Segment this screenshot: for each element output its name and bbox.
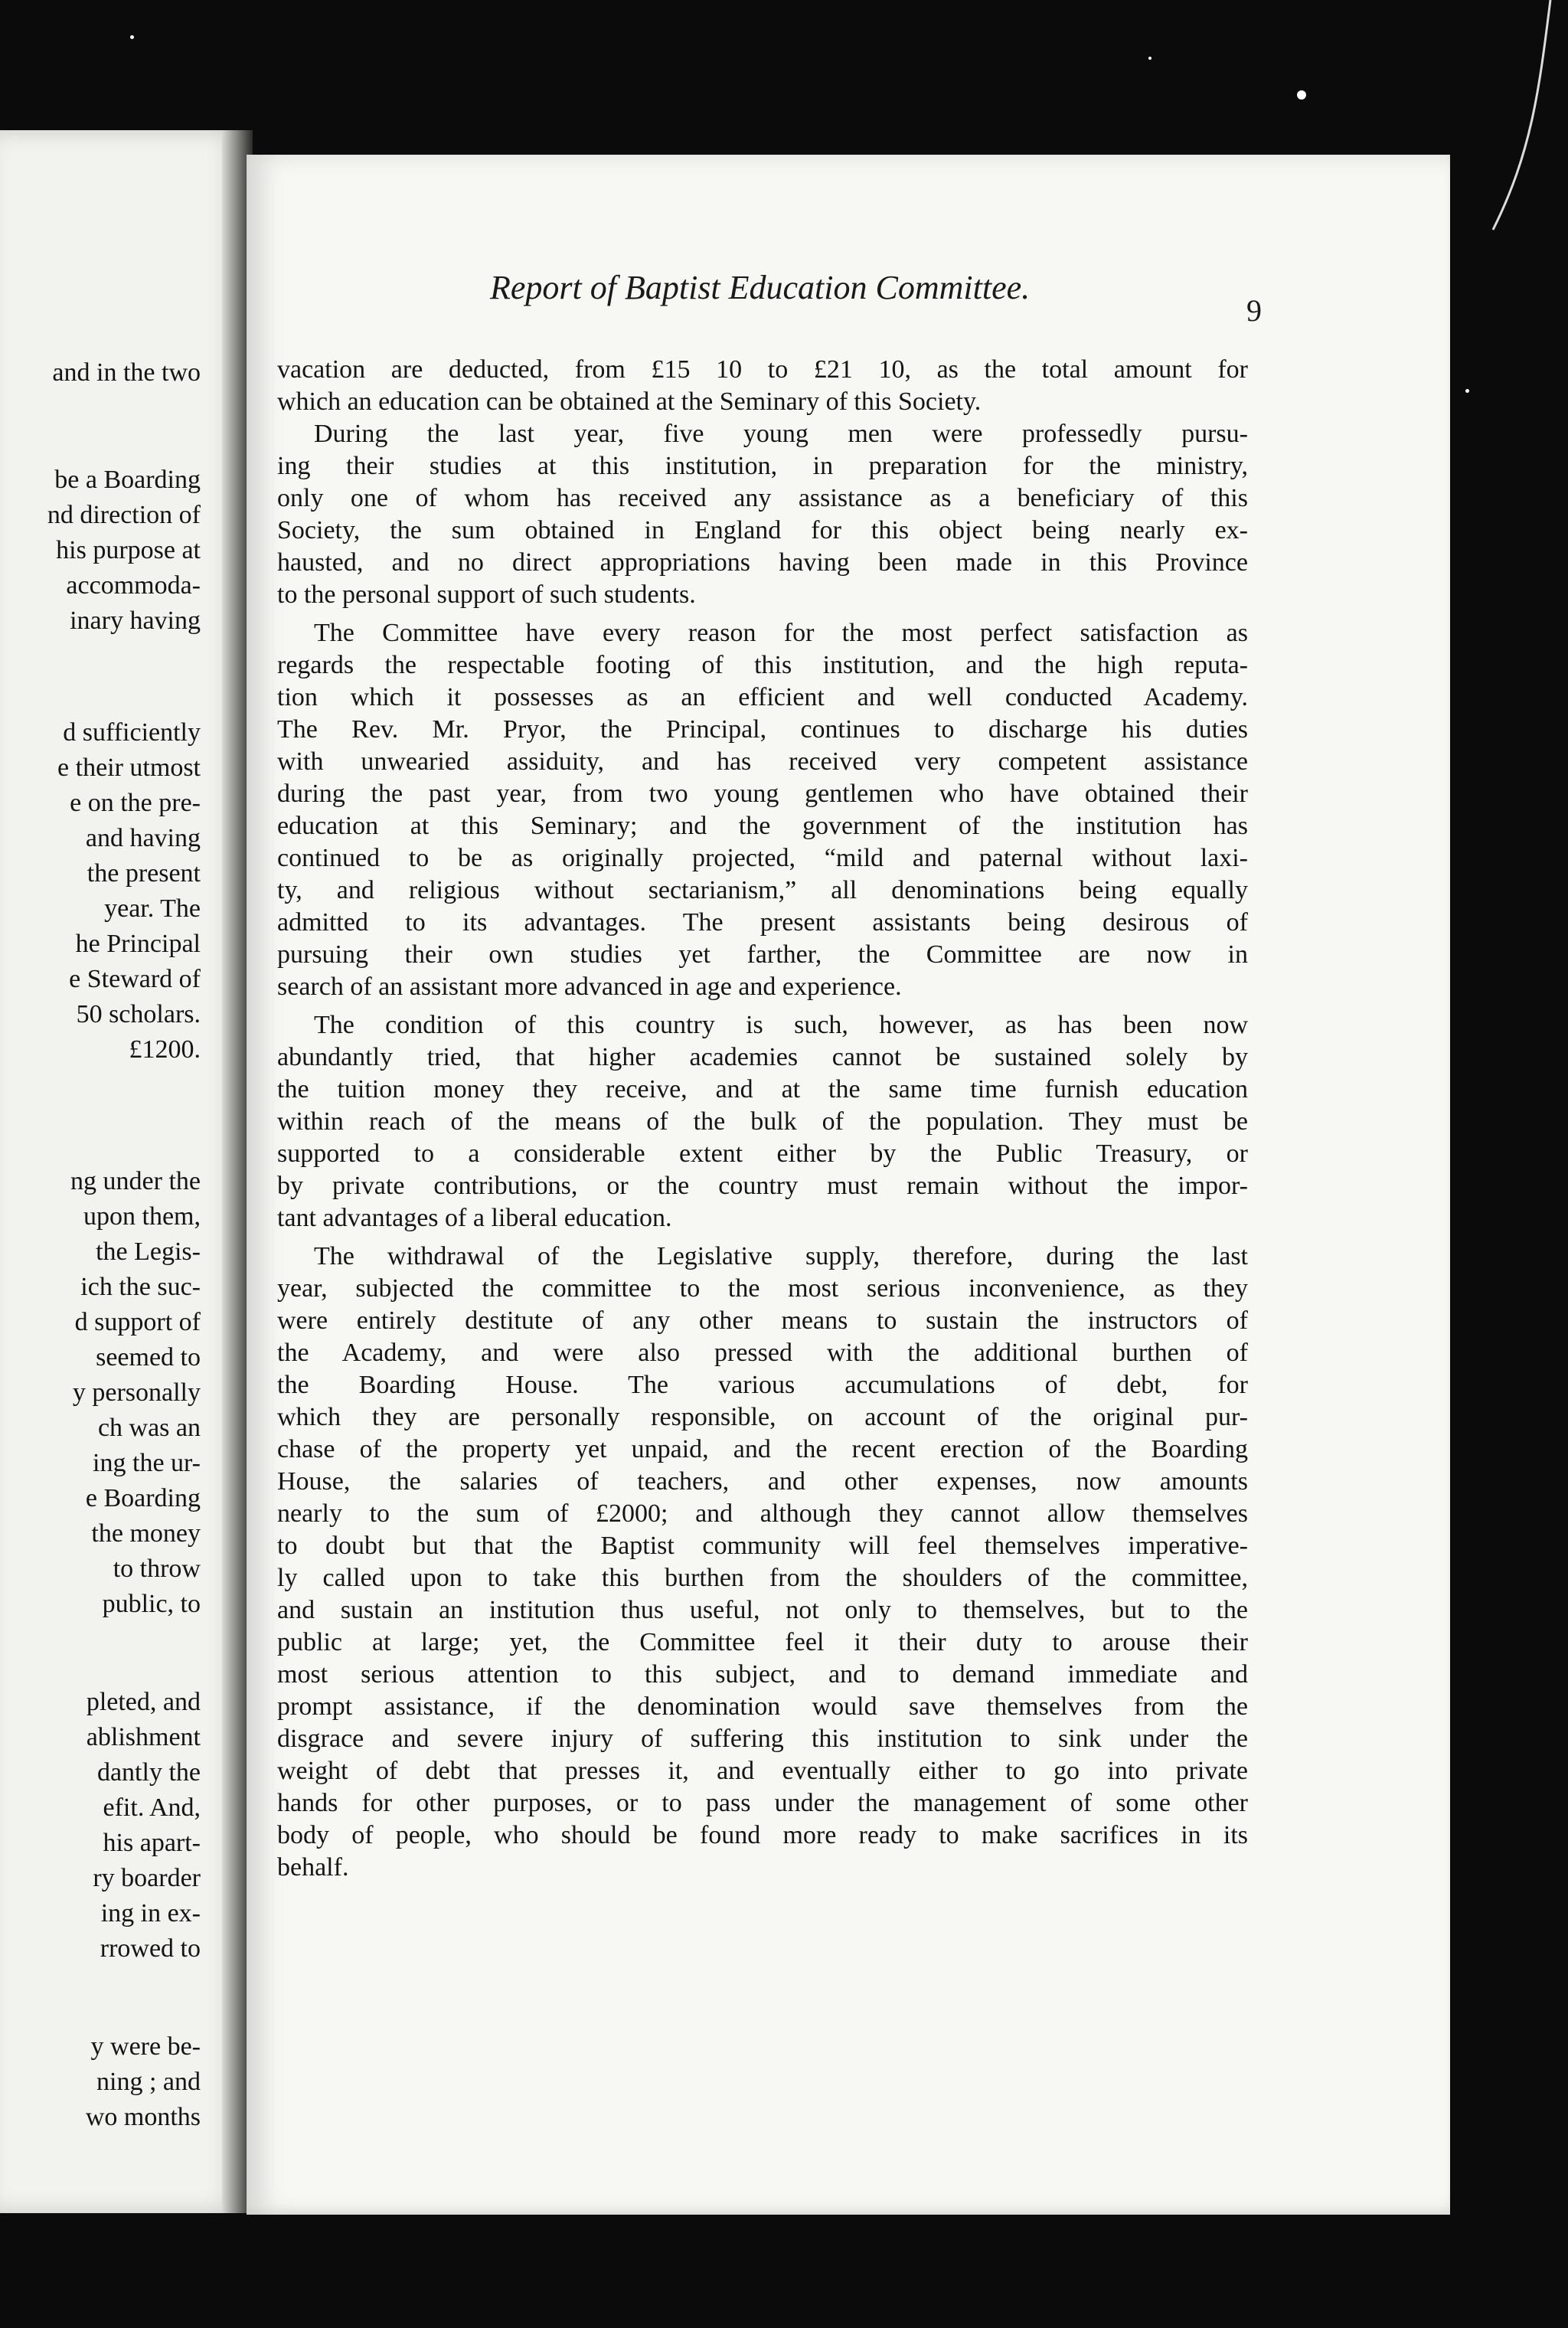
body-text-line: hands for other purposes, or to pass under the management of some other (277, 1789, 1248, 1817)
body-text-line: and sustain an institution thus useful, not only to themselves, but to the (277, 1596, 1248, 1624)
body-text-line: most serious attention to this subject, and to demand immediate and (277, 1660, 1248, 1689)
left-page-line: accommoda- (66, 571, 201, 600)
body-text-line: continued to be as originally projected, “mild and paternal without laxi- (277, 844, 1248, 872)
body-text-line: year, subjected the committee to the most serious inconvenience, as they (277, 1274, 1248, 1303)
left-page-line: ich the suc- (80, 1273, 201, 1301)
body-text-line: regards the respectable footing of this institution, and the high reputa- (277, 651, 1248, 679)
left-page-line: year. The (104, 894, 201, 923)
body-text-line: The Committee have every reason for the most perfect satisfaction as (314, 619, 1248, 647)
running-head: Report of Baptist Education Committee. (490, 269, 1031, 306)
left-page-line: the Legis- (96, 1238, 201, 1266)
left-page-line: wo months (85, 2103, 201, 2131)
body-text-line: education at this Seminary; and the government of the institution has (277, 812, 1248, 840)
body-text-line: disgrace and severe injury of suffering this institution to sink under the (277, 1725, 1248, 1753)
body-text-line: chase of the property yet unpaid, and the recent erection of the Boarding (277, 1435, 1248, 1463)
left-page-line: d sufficiently (63, 718, 201, 747)
left-page-line: the present (87, 859, 201, 888)
body-text-line: within reach of the means of the bulk of the population. They must be (277, 1107, 1248, 1136)
body-text-line: ly called upon to take this burthen from the shoulders of the committee, (277, 1564, 1248, 1592)
left-page-line: nd direction of (47, 501, 201, 529)
body-text-line: by private contributions, or the country must remain without the impor- (277, 1172, 1248, 1200)
body-text-line: pursuing their own studies yet farther, the Committee are now in (277, 940, 1248, 969)
body-text-line: ing their studies at this institution, in preparation for the ministry, (277, 452, 1248, 480)
body-text-line: the tuition money they receive, and at the same time furnish education (277, 1075, 1248, 1104)
left-page-line: d support of (74, 1308, 201, 1336)
left-page-line: efit. And, (103, 1793, 201, 1822)
body-text-line: the Academy, and were also pressed with the additional burthen of (277, 1339, 1248, 1367)
left-page-line: and having (85, 824, 201, 852)
body-text-line: body of people, who should be found more ready to make sacrifices in its (277, 1821, 1248, 1849)
body-text-line: admitted to its advantages. The present assistants being desirous of (277, 908, 1248, 937)
scan-speck (130, 35, 134, 39)
left-page-line: £1200. (129, 1035, 201, 1064)
body-text-line: were entirely destitute of any other means to sustain the instructors of (277, 1306, 1248, 1335)
left-page-line: ning ; and (96, 2068, 201, 2096)
body-text-line: to doubt but that the Baptist community will feel themselves imperative- (277, 1532, 1248, 1560)
body-text-line: the Boarding House. The various accumulations of debt, for (277, 1371, 1248, 1399)
body-text-line: House, the salaries of teachers, and other expenses, now amounts (277, 1467, 1248, 1496)
left-page-line: ng under the (70, 1167, 201, 1195)
body-text-line: The condition of this country is such, however, as has been now (314, 1011, 1248, 1039)
scan-speck (1148, 57, 1152, 60)
left-page-line: e on the pre- (70, 789, 201, 817)
left-page-line: he Principal (75, 930, 201, 958)
left-page-line: his purpose at (56, 536, 201, 564)
left-page-line: y personally (72, 1378, 201, 1407)
body-text-line: The Rev. Mr. Pryor, the Principal, continues to discharge his duties (277, 715, 1248, 744)
left-page-line: 50 scholars. (76, 1000, 201, 1028)
left-page-line: dantly the (96, 1758, 201, 1787)
body-text-line: only one of whom has received any assistance as a beneficiary of this (277, 484, 1248, 512)
page-edge-curve (1478, 0, 1562, 322)
body-text-line: vacation are deducted, from £15 10 to £21 10, as the total amount for (277, 355, 1248, 384)
left-facing-page (0, 130, 243, 2213)
body-text-line: ty, and religious without sectarianism,” all denominations being equally (277, 876, 1248, 904)
left-page-line: e Steward of (69, 965, 201, 993)
left-page-line: upon them, (83, 1202, 201, 1231)
body-text-line: which they are personally responsible, on account of the original pur- (277, 1403, 1248, 1431)
body-text-line: prompt assistance, if the denomination would save themselves from the (277, 1692, 1248, 1721)
left-page-line: ry boarder (93, 1864, 201, 1892)
left-page-line: be a Boarding (54, 466, 201, 494)
left-page-line: his apart- (103, 1829, 201, 1857)
body-text-line: search of an assistant more advanced in age and experience. (277, 973, 902, 1001)
left-page-line: to throw (113, 1555, 201, 1583)
body-text-line: abundantly tried, that higher academies cannot be sustained solely by (277, 1043, 1248, 1071)
body-text-line: During the last year, five young men were professedly pursu- (314, 420, 1248, 448)
body-text-line: to the personal support of such students. (277, 580, 696, 609)
left-page-line: e Boarding (85, 1484, 201, 1512)
body-text-line: hausted, and no direct appropriations having been made in this Province (277, 548, 1248, 577)
body-text-line: supported to a considerable extent either by the Public Treasury, or (277, 1139, 1248, 1168)
body-text-line: Society, the sum obtained in England for this object being nearly ex- (277, 516, 1248, 544)
left-page-line: the money (91, 1519, 201, 1548)
left-page-line: rrowed to (100, 1934, 201, 1963)
body-text-line: public at large; yet, the Committee feel it their duty to arouse their (277, 1628, 1248, 1656)
body-text-line: which an education can be obtained at the Seminary of this Society. (277, 387, 982, 416)
left-page-line: and in the two (52, 358, 201, 387)
body-text-line: during the past year, from two young gentlemen who have obtained their (277, 780, 1248, 808)
body-text-line: behalf. (277, 1853, 349, 1882)
scan-speck (1297, 90, 1306, 100)
body-text-line: nearly to the sum of £2000; and although they cannot allow themselves (277, 1499, 1248, 1528)
left-page-line: y were be- (90, 2032, 201, 2061)
body-text-line: The withdrawal of the Legislative supply, therefore, during the last (314, 1242, 1248, 1270)
left-page-line: e their utmost (57, 754, 201, 782)
left-page-line: ch was an (97, 1414, 201, 1442)
body-text-line: tion which it possesses as an efficient and well conducted Academy. (277, 683, 1248, 711)
body-text-line: weight of debt that presses it, and eventually either to go into private (277, 1757, 1248, 1785)
left-page-line: public, to (102, 1590, 201, 1618)
left-page-line: ing in ex- (100, 1899, 201, 1927)
body-text-line: tant advantages of a liberal education. (277, 1204, 672, 1232)
left-page-line: seemed to (96, 1343, 201, 1372)
left-page-line: inary having (70, 607, 201, 635)
scan-speck (1465, 389, 1469, 393)
left-page-line: ablishment (86, 1723, 201, 1751)
body-text-line: with unwearied assiduity, and has received very competent assistance (277, 747, 1248, 776)
left-page-line: pleted, and (86, 1688, 201, 1716)
page-number: 9 (1246, 293, 1262, 328)
left-page-line: ing the ur- (93, 1449, 201, 1477)
